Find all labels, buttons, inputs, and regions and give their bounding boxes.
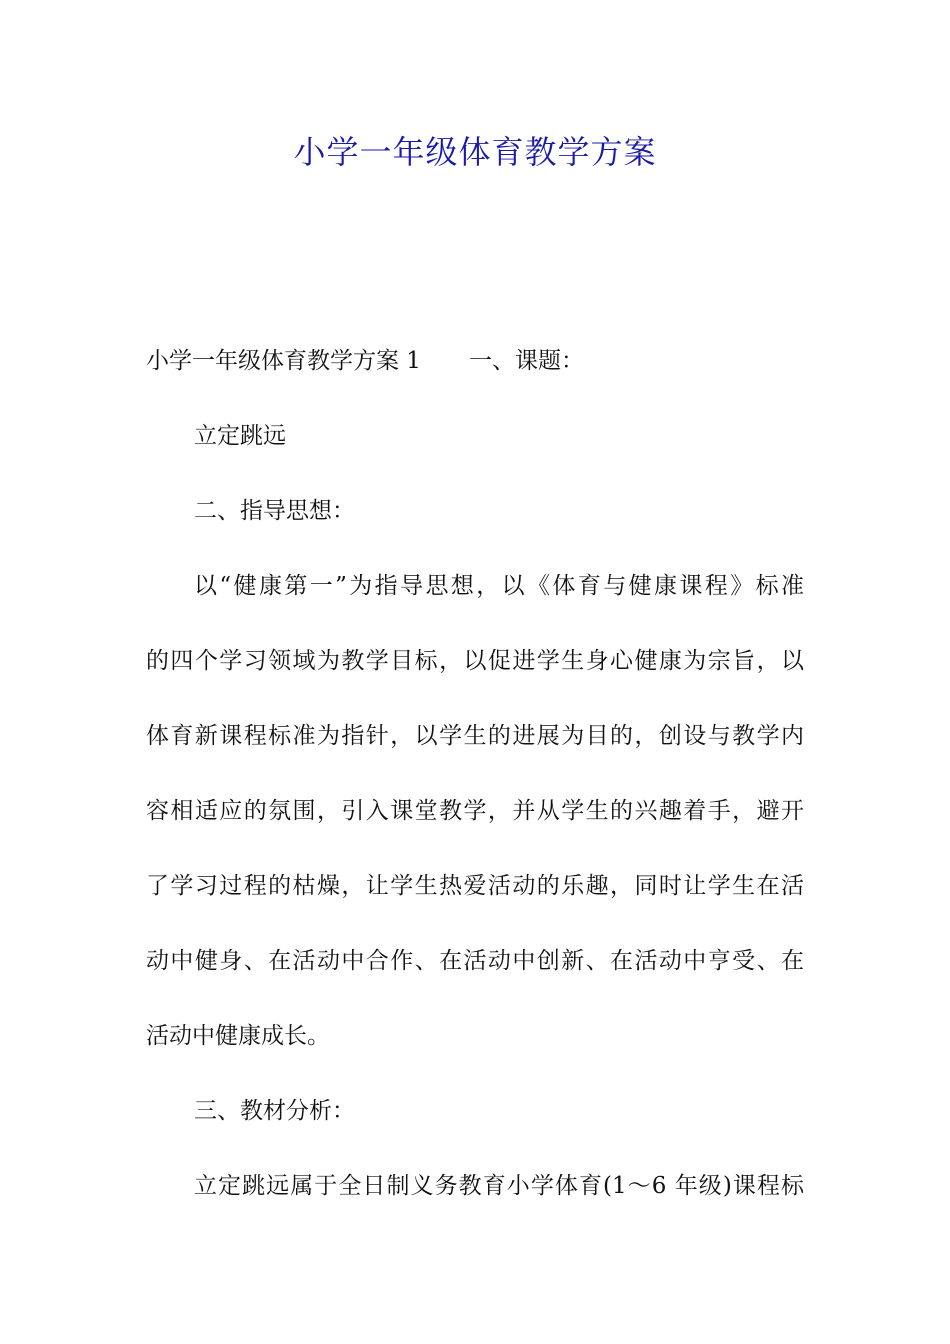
paragraph-line: 以“健康第一”为指导思想，以《体育与健康课程》标准 [194,573,804,599]
paragraph-line: 了学习过程的枯燥，让学生热爱活动的乐趣，同时让学生在活 [146,873,804,899]
paragraph-line: 立定跳远属于全日制义务教育小学体育(1～6 年级)课程标 [194,1173,804,1199]
paragraph-line: 的四个学习领域为教学目标，以促进学生身心健康为宗旨，以 [146,648,804,674]
section-heading-topic: 一、课题： [468,348,584,374]
document-title: 小学一年级体育教学方案 [293,133,657,171]
paragraph-line: 容相适应的氛围，引入课堂教学，并从学生的兴趣着手，避开 [146,798,804,824]
paragraph-line: 动中健身、在活动中合作、在活动中创新、在活动中亨受、在 [146,948,804,974]
section-heading-material-analysis: 三、教材分析： [194,1098,355,1124]
topic-text: 立定跳远 [194,423,286,449]
plan-heading: 小学一年级体育教学方案 1 [146,348,421,374]
section-heading-guiding-thought: 二、指导思想： [194,498,355,524]
paragraph-line [146,344,584,378]
paragraph-line: 体育新课程标准为指针，以学生的进展为目的，创设与教学内 [146,723,804,749]
paragraph-line: 活动中健康成长。 [146,1023,330,1049]
